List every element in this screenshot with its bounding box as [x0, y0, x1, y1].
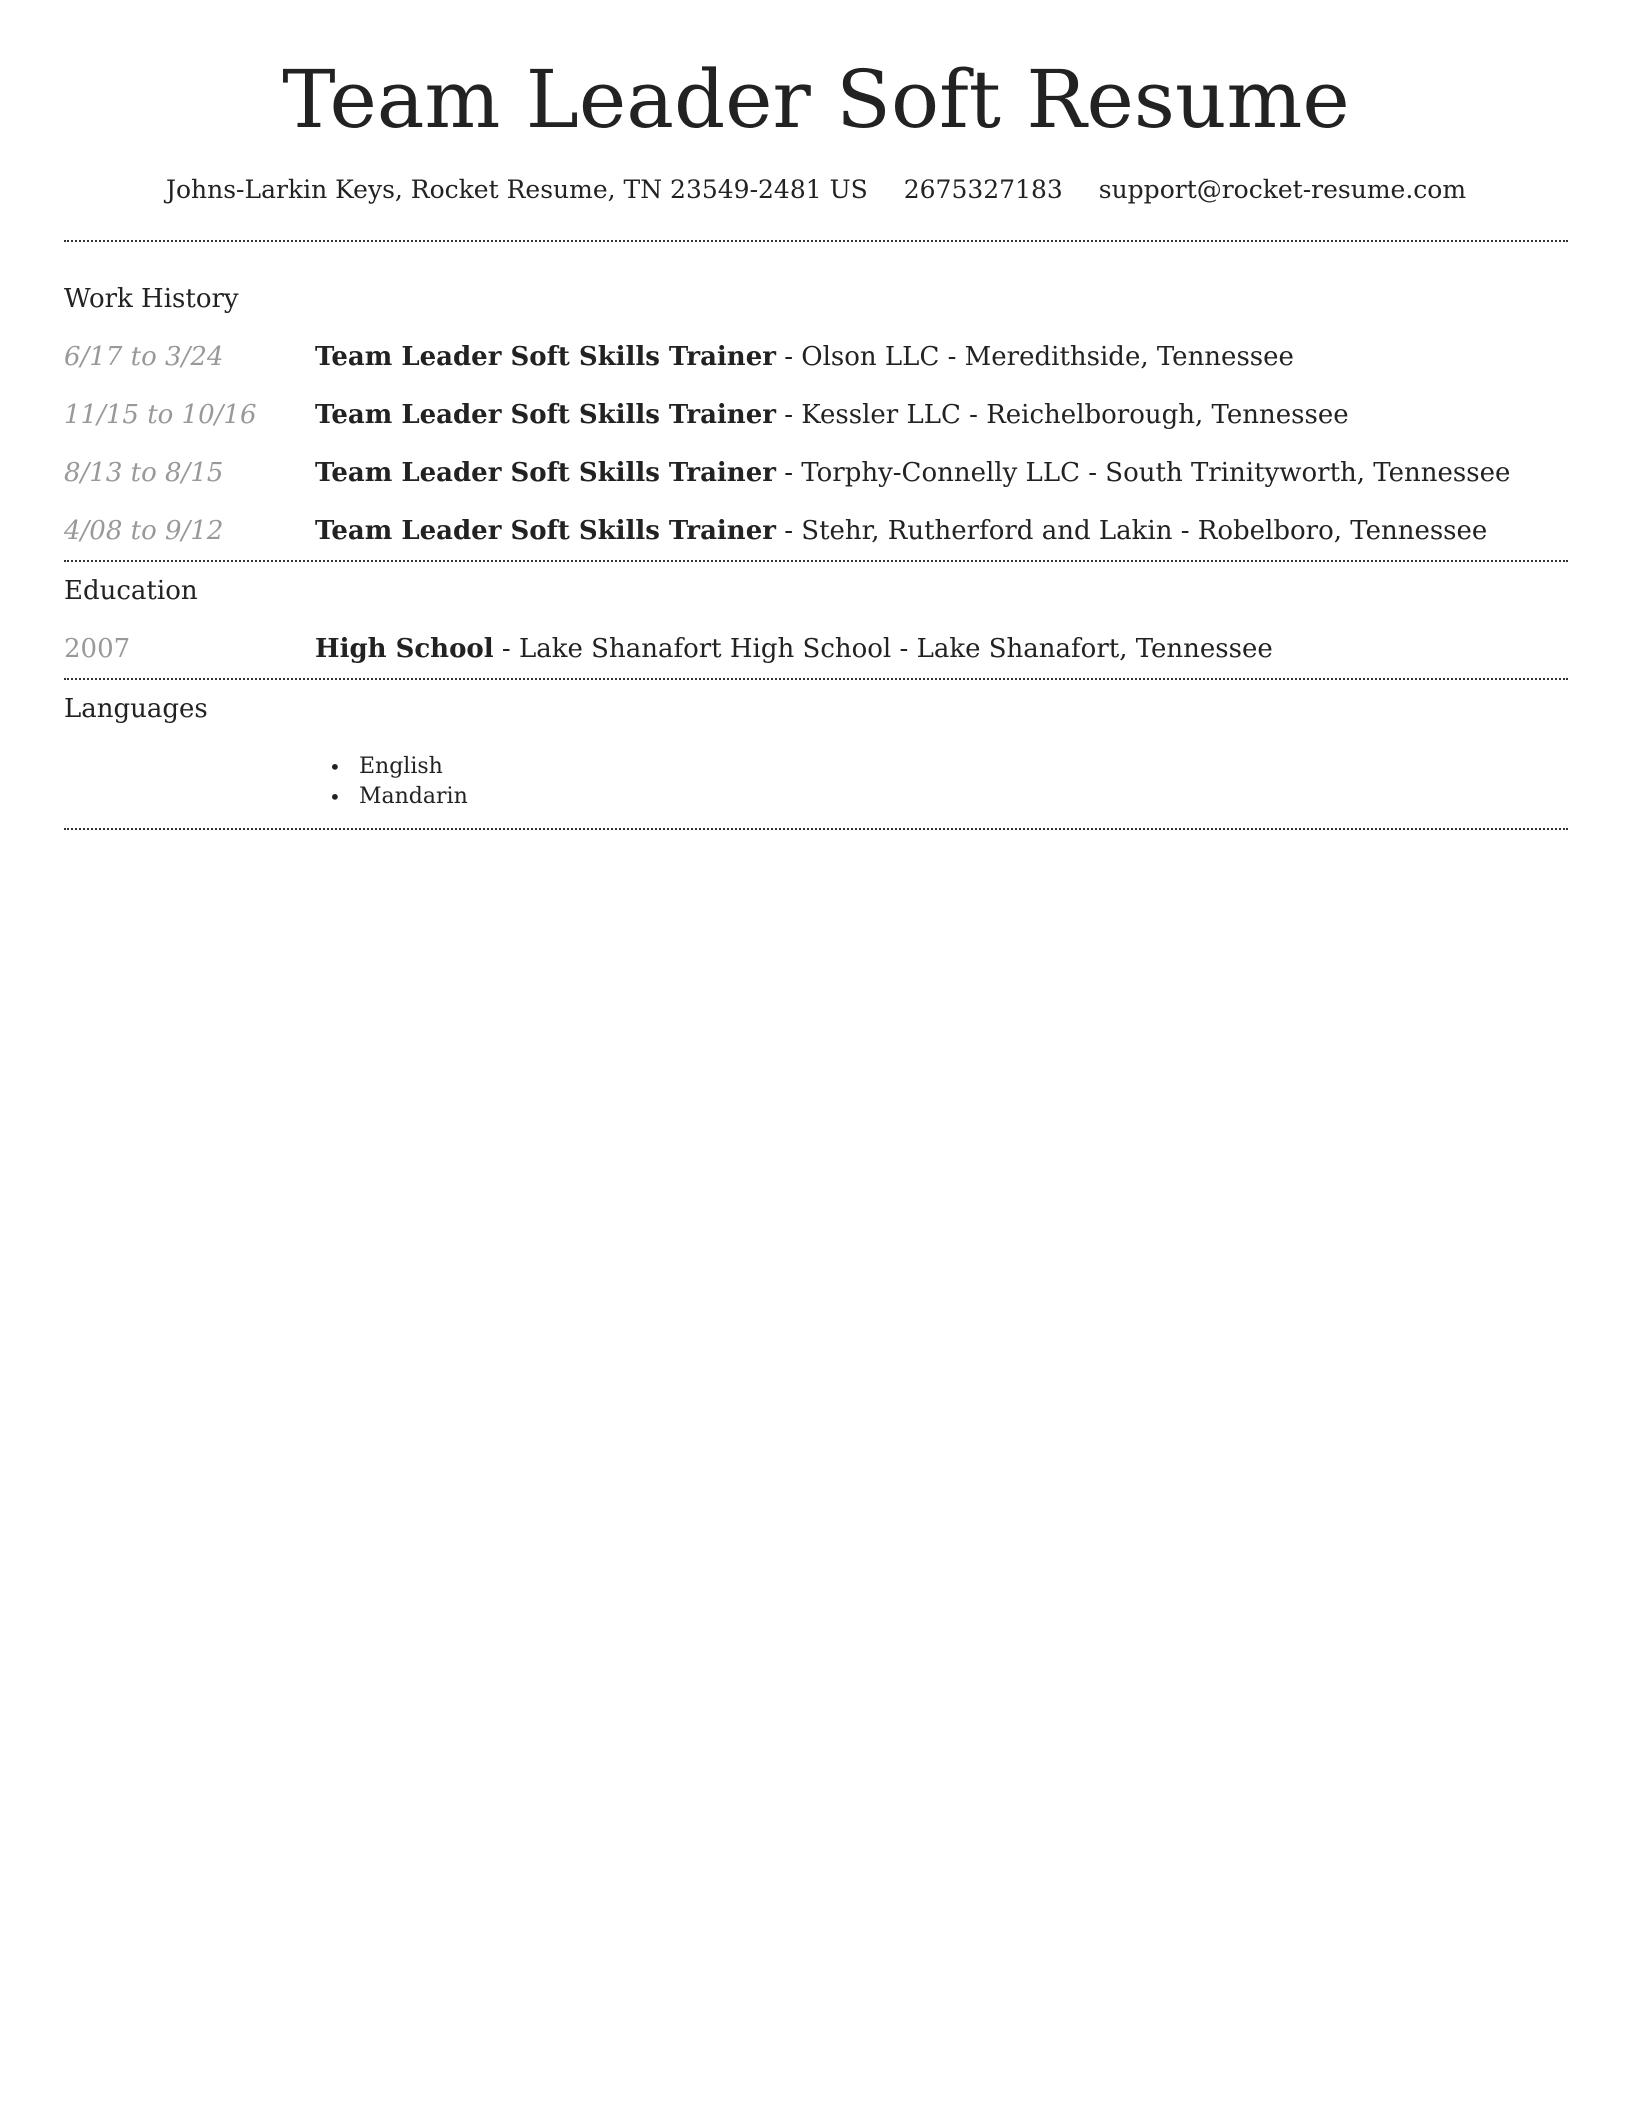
work-entry-details: - Kessler LLC - Reichelborough, Tennessee — [775, 400, 1349, 430]
work-entry-details: - Torphy-Connelly LLC - South Trinityworth, Tennessee — [775, 458, 1511, 488]
work-entry-description — [315, 340, 1568, 374]
resume-title: Team Leader Soft Resume — [282, 53, 1350, 146]
work-entry-dates: 6/17 to 3/24 — [64, 342, 224, 372]
work-entry — [64, 514, 1568, 548]
work-history-heading: Work History — [64, 284, 239, 314]
work-entry-role: Team Leader Soft Skills Trainer — [315, 400, 776, 430]
education-heading: Education — [64, 576, 198, 606]
education-entry — [64, 632, 1568, 666]
contact-line — [64, 174, 1568, 206]
work-history-section — [64, 282, 1568, 548]
education-section — [64, 574, 1568, 666]
languages-heading: Languages — [64, 694, 208, 724]
language-item: • English — [315, 752, 1568, 782]
work-entry — [64, 340, 1568, 374]
contact-address: Johns-Larkin Keys, Rocket Resume, TN 23549-2481 US — [165, 175, 868, 204]
work-entry — [64, 456, 1568, 490]
education-list — [64, 632, 1568, 666]
work-entry-dates: 8/13 to 8/15 — [64, 458, 224, 488]
work-history-list — [64, 340, 1568, 548]
work-entry-dates: 4/08 to 9/12 — [64, 516, 224, 546]
work-entry-description — [315, 456, 1568, 490]
work-entry-details: - Olson LLC - Meredithside, Tennessee — [775, 342, 1294, 372]
education-entry-description — [315, 632, 1568, 666]
header-divider — [64, 240, 1568, 242]
contact-phone: 2675327183 — [903, 175, 1063, 204]
work-entry-role: Team Leader Soft Skills Trainer — [315, 516, 776, 546]
education-entry-details: - Lake Shanafort High School - Lake Shanafort, Tennessee — [493, 634, 1273, 664]
work-history-divider — [64, 560, 1568, 562]
work-entry-role: Team Leader Soft Skills Trainer — [315, 458, 776, 488]
education-entry-year: 2007 — [64, 634, 131, 664]
languages-section — [64, 692, 1568, 812]
languages-divider — [64, 828, 1568, 830]
languages-list — [64, 752, 1568, 812]
work-entry-role: Team Leader Soft Skills Trainer — [315, 342, 776, 372]
work-entry-details: - Stehr, Rutherford and Lakin - Robelboro, Tennessee — [775, 516, 1488, 546]
work-entry-description — [315, 514, 1568, 548]
education-entry-degree: High School — [315, 634, 494, 664]
work-entry — [64, 398, 1568, 432]
language-item: • Mandarin — [315, 782, 1568, 812]
work-entry-dates: 11/15 to 10/16 — [64, 400, 257, 430]
contact-email: support@rocket-resume.com — [1098, 175, 1467, 204]
work-entry-description — [315, 398, 1568, 432]
education-divider — [64, 678, 1568, 680]
